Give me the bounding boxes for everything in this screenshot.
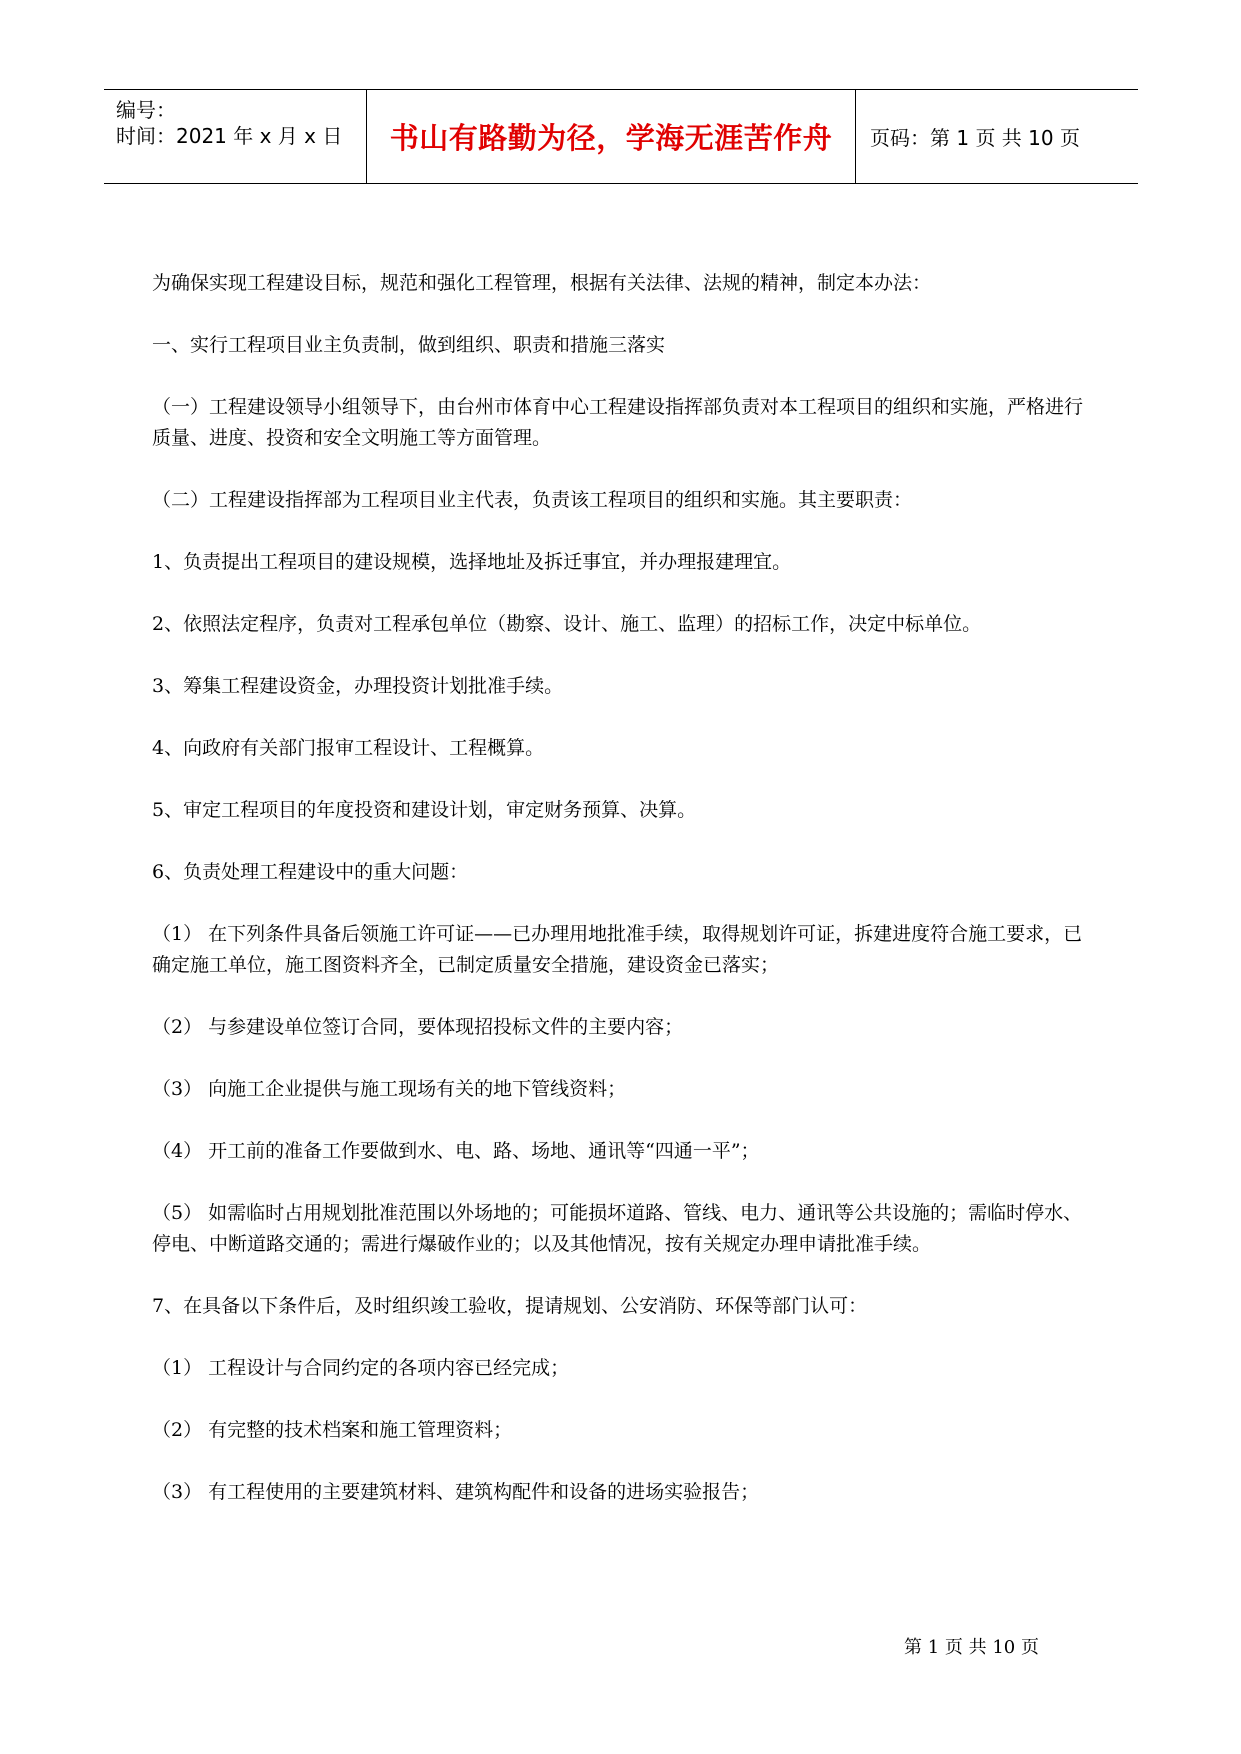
paragraph: （2） 有完整的技术档案和施工管理资料；: [152, 1419, 513, 1441]
header-page-info: 页码：第 1 页 共 10 页: [870, 126, 1080, 150]
header-info-cell: [104, 90, 367, 183]
page-footer: 第 1 页 共 10 页: [904, 1637, 1039, 1658]
paragraph: 为确保实现工程建设目标，规范和强化工程管理，根据有关法律、法规的精神，制定本办法：: [152, 272, 932, 294]
paragraph: （一）工程建设领导小组领导下，由台州市体育中心工程建设指挥部负责对本工程项目的组织和实施，严格进行质量、进度、投资和安全文明施工等方面管理。: [152, 396, 1084, 449]
paragraph: 一、实行工程项目业主负责制，做到组织、职责和措施三落实: [152, 334, 666, 356]
paragraph: 2、依照法定程序，负责对工程承包单位（勘察、设计、施工、监理）的招标工作，决定中标单位。: [152, 613, 982, 635]
paragraph: （1） 在下列条件具备后领施工许可证——已办理用地批准手续，取得规划许可证，拆建进度符合施工要求，已确定施工单位，施工图资料齐全，已制定质量安全措施，建设资金已落实；: [152, 923, 1083, 976]
paragraph: （5） 如需临时占用规划批准范围以外场地的；可能损坏道路、管线、电力、通讯等公共设施的；需临时停水、停电、中断道路交通的；需进行爆破作业的；以及其他情况，按有关规定办理申请批准手续。: [152, 1202, 1083, 1255]
document-time-label: 时间：2021 年 x 月 x 日: [116, 124, 343, 148]
paragraph: 7、在具备以下条件后，及时组织竣工验收，提请规划、公安消防、环保等部门认可：: [152, 1295, 868, 1317]
paragraph: 6、负责处理工程建设中的重大问题：: [152, 861, 469, 883]
paragraph: 3、筹集工程建设资金，办理投资计划批准手续。: [152, 675, 564, 697]
paragraph: （二）工程建设指挥部为工程项目业主代表，负责该工程项目的组织和实施。其主要职责：: [152, 489, 913, 511]
paragraph: 1、负责提出工程项目的建设规模，选择地址及拆迁事宜，并办理报建理宜。: [152, 551, 792, 573]
document-number-label: 编号：: [116, 98, 176, 122]
page-header: [104, 89, 1138, 184]
paragraph: （2） 与参建设单位签订合同，要体现招投标文件的主要内容；: [152, 1016, 684, 1038]
paragraph: （1） 工程设计与合同约定的各项内容已经完成；: [152, 1357, 570, 1379]
paragraph: 5、审定工程项目的年度投资和建设计划，审定财务预算、决算。: [152, 799, 697, 821]
header-motto-cell: [367, 90, 856, 183]
paragraph: （4） 开工前的准备工作要做到水、电、路、场地、通讯等“四通一平”；: [152, 1140, 760, 1162]
header-page-cell: [856, 90, 1138, 183]
document-body: [152, 268, 1092, 1539]
header-motto: 书山有路勤为径，学海无涯苦作舟: [389, 121, 833, 155]
paragraph: 4、向政府有关部门报审工程设计、工程概算。: [152, 737, 545, 759]
paragraph: （3） 有工程使用的主要建筑材料、建筑构配件和设备的进场实验报告；: [152, 1481, 760, 1503]
paragraph: （3） 向施工企业提供与施工现场有关的地下管线资料；: [152, 1078, 627, 1100]
